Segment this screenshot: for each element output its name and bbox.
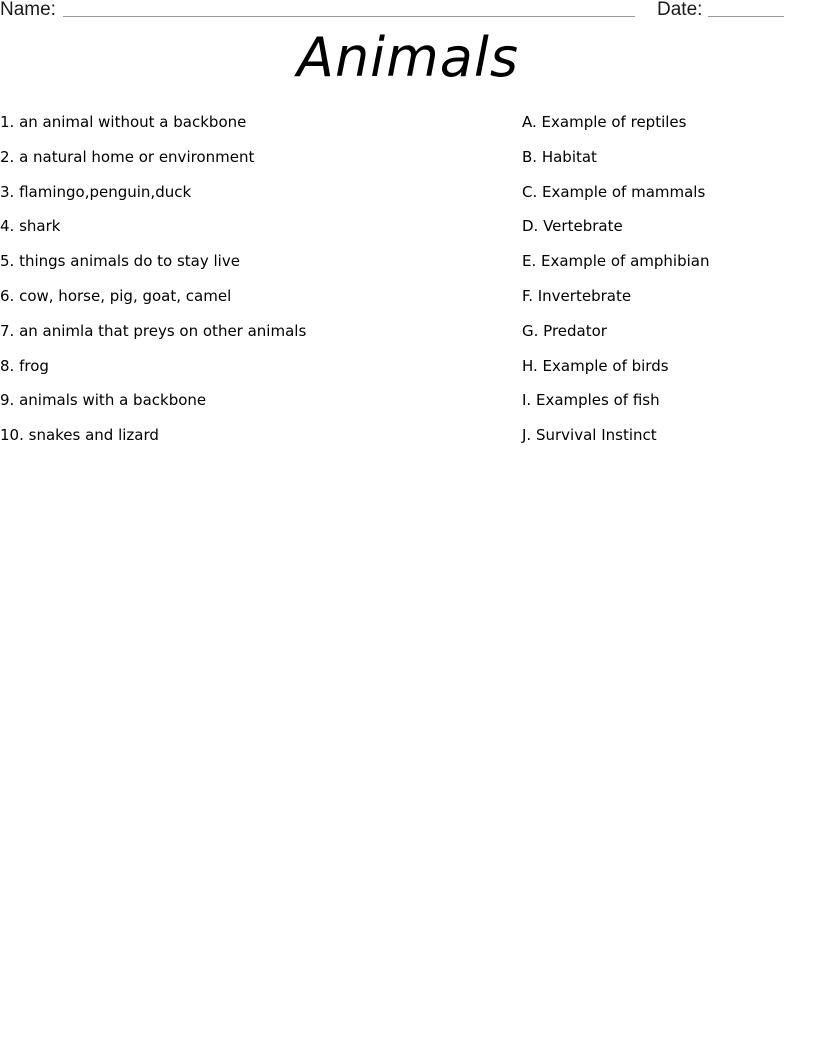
answer-item: B. Habitat	[522, 147, 597, 166]
answer-item: I. Examples of fish	[522, 391, 660, 410]
answer-item: D. Vertebrate	[522, 217, 623, 236]
answer-item: J. Survival Instinct	[522, 426, 657, 445]
date-blank-line	[708, 16, 784, 17]
clue-item: 8. frog	[0, 356, 49, 375]
clue-list	[0, 113, 480, 461]
clue-item: 4. shark	[0, 217, 61, 236]
answer-list	[522, 113, 812, 461]
clue-item: 10. snakes and lizard	[0, 426, 159, 445]
clue-item: 2. a natural home or environment	[0, 147, 255, 166]
clue-item: 9. animals with a backbone	[0, 391, 207, 410]
clue-item: 5. things animals do to stay live	[0, 252, 240, 271]
answer-item: A. Example of reptiles	[522, 113, 687, 131]
answer-item: E. Example of amphibian	[522, 252, 710, 271]
clue-item: 6. cow, horse, pig, goat, camel	[0, 286, 232, 305]
name-label: Name:	[0, 0, 56, 20]
answer-item: H. Example of birds	[522, 356, 669, 375]
answer-item: F. Invertebrate	[522, 286, 632, 305]
clue-item: 3. flamingo,penguin,duck	[0, 182, 192, 201]
clue-item: 7. an animla that preys on other animals	[0, 321, 307, 340]
page-title: Animals	[297, 26, 519, 89]
date-label: Date:	[657, 0, 703, 20]
answer-item: C. Example of mammals	[522, 182, 706, 201]
worksheet-header	[0, 0, 816, 24]
clue-item: 1. an animal without a backbone	[0, 113, 247, 131]
name-blank-line	[63, 16, 635, 17]
answer-item: G. Predator	[522, 321, 607, 340]
